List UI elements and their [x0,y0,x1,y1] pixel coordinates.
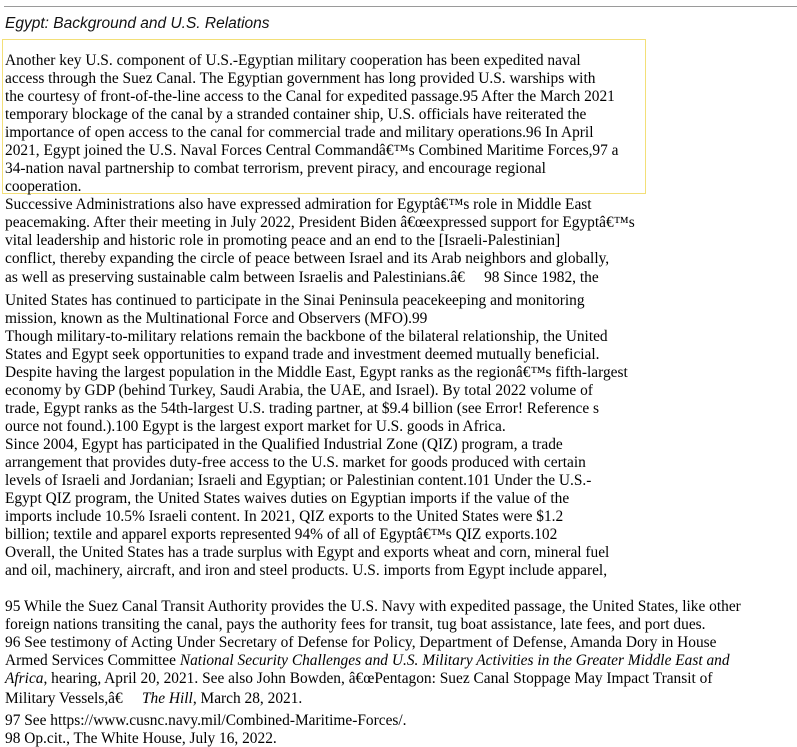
fn96-text: , hearing, April 20, 2021. See also John Bowden, â€œPentagon: Suez Canal Stoppage May Impact Transit of [43,670,713,687]
body-line: Since 2004, Egypt has participated in the Qualified Industrial Zone (QIZ) program, a trade [5,436,563,453]
body-line: imports include 10.5% Israeli content. In 2021, QIZ exports to the United States were $1.2 [5,508,564,525]
fn96-publication: The Hill [141,690,193,707]
body-line: conflict, thereby expanding the circle of peace between Israel and its Arab neighbors and globally, [5,250,610,267]
body-line: economy by GDP (behind Turkey, Saudi Arabia, the UAE, and Israel). By total 2022 volume of [5,382,593,399]
body-line: arrangement that provides duty-free access to the U.S. market for goods produced with certain [5,454,586,471]
body-line: Overall, the United States has a trade surplus with Egypt and exports wheat and corn, mineral fuel [5,544,610,561]
footnote-98: 98 Op.cit., The White House, July 16, 2022. [5,730,277,747]
body-line: the courtesy of front-of-the-line access to the Canal for expedited passage.95 After the March 2021 [5,88,615,105]
body-line: billion; textile and apparel exports represented 94% of all of Egyptâ€™s QIZ exports.102 [5,526,558,543]
body-line: and oil, machinery, aircraft, and iron and steel products. U.S. imports from Egypt include apparel, [5,562,608,579]
footnote-97: 97 See https://www.cusnc.navy.mil/Combined-Maritime-Forces/. [5,712,407,729]
body-line: importance of open access to the canal for commercial trade and military operations.96 In April [5,124,594,141]
body-line: United States has continued to participate in the Sinai Peninsula peacekeeping and monitoring [5,292,585,309]
running-header-title: Egypt: Background and U.S. Relations [5,15,270,32]
fn96-hearing-title: Africa [5,670,44,687]
body-line: as well as preserving sustainable calm between Israelis and Palestinians.â€ 98 Since 1982, the [5,269,599,286]
footnote-96: 96 See testimony of Acting Under Secretary of Defense for Policy, Department of Defense, Amanda Dory in House [5,634,717,651]
fn96-text: , March 28, 2021. [192,690,303,707]
body-line: Egypt QIZ program, the United States waives duties on Egyptian imports if the value of the [5,490,570,507]
fn96-hearing-title: National Security Challenges and U.S. Military Activities in the Greater Middle East and [179,652,730,669]
body-line: temporary blockage of the canal by a stranded container ship, U.S. officials have reiterated the [5,106,587,123]
body-line: peacemaking. After their meeting in July 2022, President Biden â€œexpressed support for Egyptâ€™s [5,214,635,231]
body-line: States and Egypt seek opportunities to expand trade and investment deemed mutually beneficial. [5,346,600,363]
body-line: Though military-to-military relations remain the backbone of the bilateral relationship, the United [5,328,608,345]
footnote-96-cont [5,652,730,670]
footnote-95: 95 While the Suez Canal Transit Authority provides the U.S. Navy with expedited passage, the United States, like other [5,598,741,615]
body-line: trade, Egypt ranks as the 54th-largest U.S. trading partner, at $9.4 billion (see Error! Reference s [5,400,600,417]
footnote-95-cont: foreign nations transiting the canal, pays the authority fees for transit, tug boat assistance, late fees, and port dues. [5,616,706,633]
body-line: Another key U.S. component of U.S.-Egyptian military cooperation has been expedited naval [5,52,581,69]
body-line: 34-nation naval partnership to combat terrorism, prevent piracy, and encourage regional [5,160,546,177]
body-line: access through the Suez Canal. The Egyptian government has long provided U.S. warships with [5,70,596,87]
header-rule [4,6,797,7]
fn96-text: Armed Services Committee [5,652,180,669]
footnote-96-cont [5,670,712,688]
body-line: ource not found.).100 Egypt is the largest export market for U.S. goods in Africa. [5,418,506,435]
body-line: Successive Administrations also have expressed admiration for Egyptâ€™s role in Middle East [5,196,592,213]
footnote-96-cont [5,690,302,708]
fn96-text: Military Vessels,â€ [5,690,142,707]
body-line: levels of Israeli and Jordanian; Israeli and Egyptian; or Palestinian content.101 Under the U.S.- [5,472,592,489]
body-line: Despite having the largest population in the Middle East, Egypt ranks as the regionâ€™s fifth-largest [5,364,628,381]
body-line: 2021, Egypt joined the U.S. Naval Forces Central Commandâ€™s Combined Maritime Forces,97 a [5,142,619,159]
body-line: cooperation. [5,178,82,195]
body-line: mission, known as the Multinational Force and Observers (MFO).99 [5,310,428,327]
body-line: vital leadership and historic role in promoting peace and an end to the [Israeli-Palestinian] [5,232,561,249]
